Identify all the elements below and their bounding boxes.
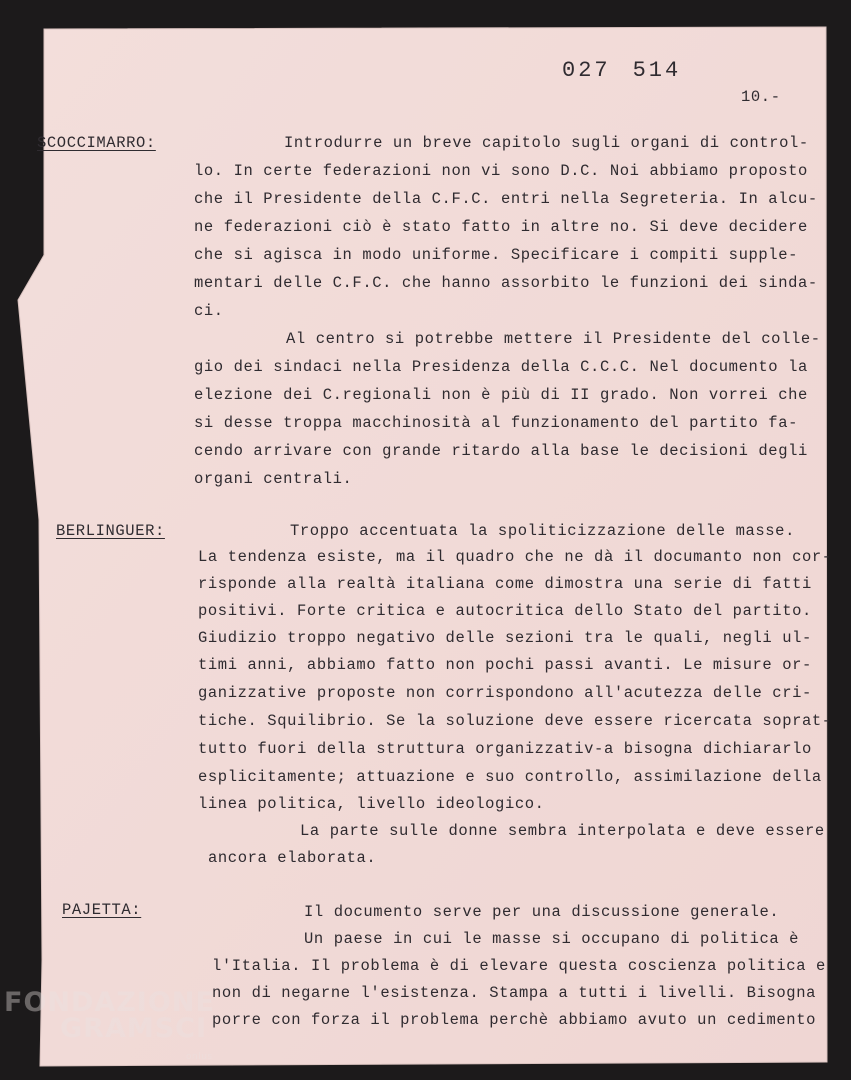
speaker-berlinguer: BERLINGUER: (56, 522, 165, 540)
ref-number-a: 027 (562, 58, 611, 83)
paragraph-line: gio dei sindaci nella Presidenza della C.C.C. Nel documento la (194, 358, 808, 376)
paragraph-line: non di negarne l'esistenza. Stampa a tutti i livelli. Bisogna (212, 984, 816, 1002)
paragraph-line: mentari delle C.F.C. che hanno assorbito le funzioni dei sinda- (194, 274, 818, 292)
paragraph-line: La tendenza esiste, ma il quadro che ne dà il documanto non cor- (198, 548, 832, 566)
paragraph-line: ganizzative proposte non corrispondono all'acutezza delle cri- (198, 684, 812, 702)
paragraph-line: che il Presidente della C.F.C. entri nella Segreteria. In alcu- (194, 190, 818, 208)
paragraph-line: l'Italia. Il problema è di elevare questa coscienza politica e (212, 957, 826, 975)
paragraph-line: elezione dei C.regionali non è più di II grado. Non vorrei che (194, 386, 808, 404)
paragraph-line: ancora elaborata. (208, 849, 377, 867)
paragraph-line: positivi. Forte critica e autocritica dello Stato del partito. (198, 602, 812, 620)
paragraph-line: Il documento serve per una discussione generale. (304, 903, 780, 921)
paragraph-line: esplicitamente; attuazione e suo controllo, assimilazione della (198, 768, 822, 786)
paragraph-line: Troppo accentuata la spoliticizzazione delle masse. (290, 522, 795, 540)
paragraph-line: che si agisca in modo uniforme. Specificare i compiti supple- (194, 246, 798, 264)
paragraph-line: Introdurre un breve capitolo sugli organi di control- (284, 134, 809, 152)
watermark-line-1: FONDAZIONE (4, 987, 215, 1018)
speaker-scoccimarro: SCOCCIMARRO: (37, 134, 156, 152)
paragraph-line: lo. In certe federazioni non vi sono D.C. Noi abbiamo proposto (194, 162, 808, 180)
watermark-line-2: GRAMSCI (60, 1013, 208, 1044)
paragraph-line: organi centrali. (194, 470, 353, 488)
paragraph-line: linea politica, livello ideologico. (198, 795, 545, 813)
paragraph-line: Giudizio troppo negativo delle sezioni tra le quali, negli ul- (198, 629, 812, 647)
paragraph-line: tutto fuori della struttura organizzativ-a bisogna dichiararlo (198, 740, 812, 758)
paragraph-line: La parte sulle donne sembra interpolata e deve essere (300, 822, 825, 840)
paragraph-line: ci. (194, 302, 224, 320)
paragraph-line: Al centro si potrebbe mettere il Presidente del colle- (286, 330, 821, 348)
paragraph-line: porre con forza il problema perchè abbiamo avuto un cedimento (212, 1011, 816, 1029)
fondazione-gramsci-watermark (4, 987, 215, 1062)
paragraph-line: ne federazioni ciò è stato fatto in altre no. Si deve decidere (194, 218, 808, 236)
ref-number-b: 514 (632, 58, 682, 83)
watermark-line-3: onlus (186, 1052, 213, 1062)
paragraph-line: tiche. Squilibrio. Se la soluzione deve essere ricercata soprat- (198, 712, 832, 730)
page-number: 10.- (741, 88, 781, 106)
paragraph-line: Un paese in cui le masse si occupano di politica è (304, 930, 800, 948)
archive-reference-number (562, 60, 703, 82)
paragraph-line: cendo arrivare con grande ritardo alla base le decisioni degli (194, 442, 808, 460)
paragraph-line: risponde alla realtà italiana come dimostra una serie di fatti (198, 575, 812, 593)
paragraph-line: si desse troppa macchinosità al funzionamento del partito fa- (194, 414, 798, 432)
paragraph-line: timi anni, abbiamo fatto non pochi passi avanti. Le misure or- (198, 656, 812, 674)
speaker-pajetta: PAJETTA: (62, 901, 142, 919)
